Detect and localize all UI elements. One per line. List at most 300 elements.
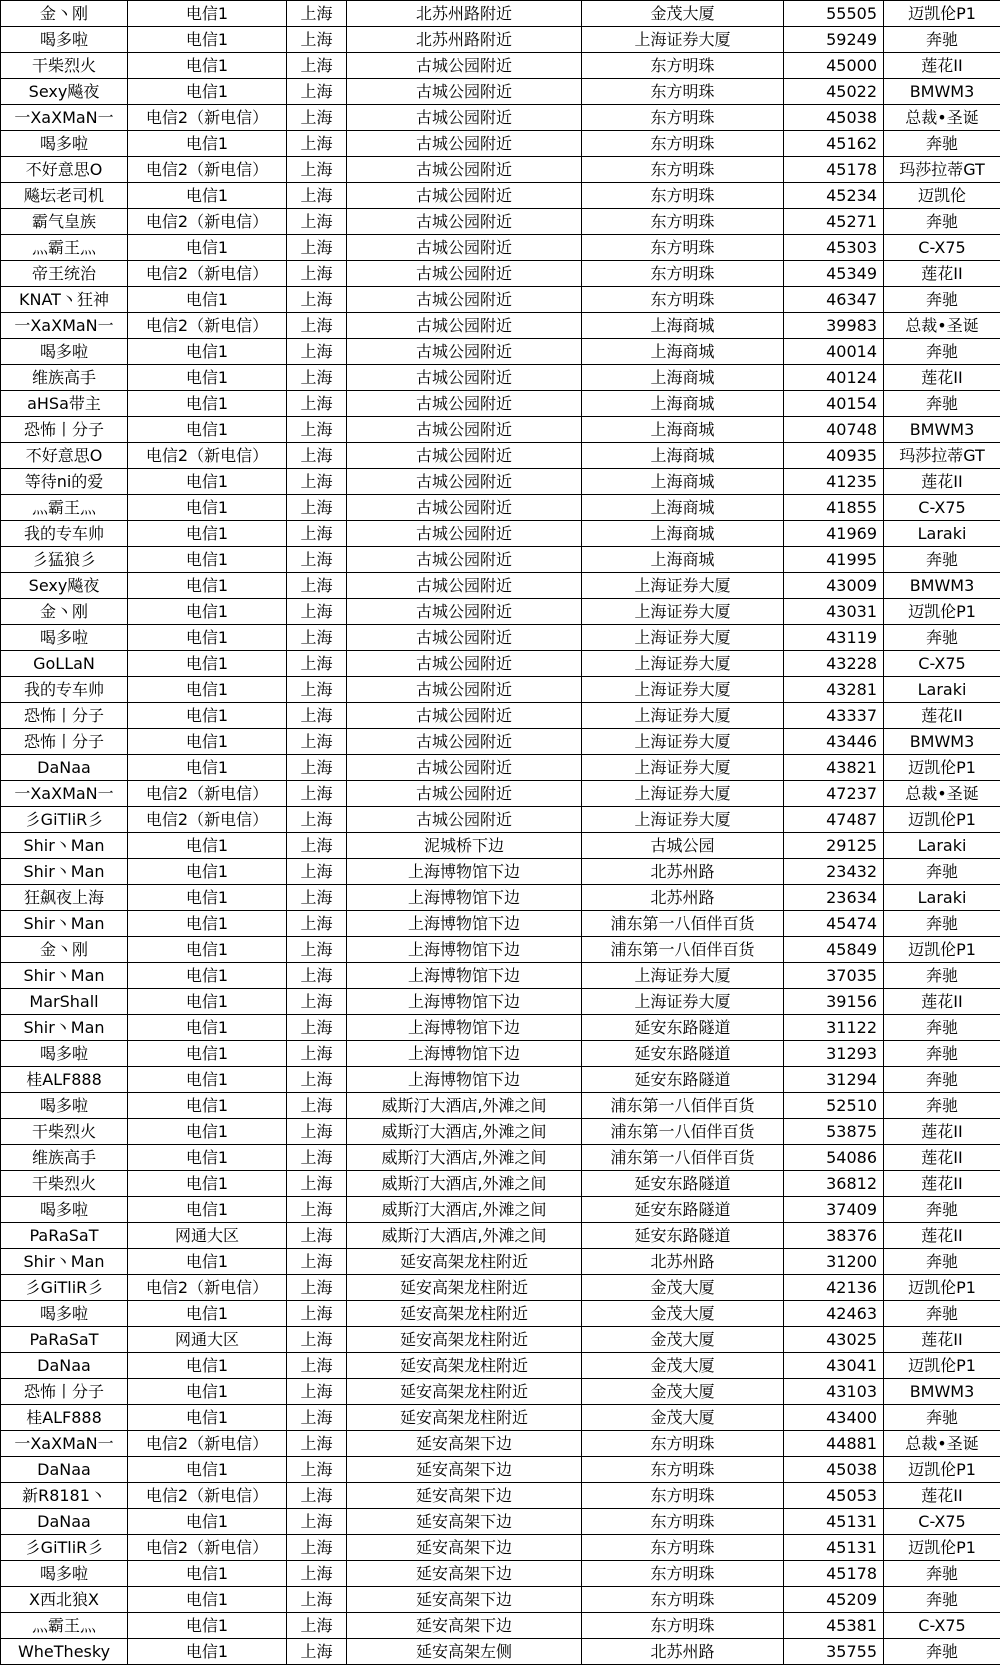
city-cell: 上海	[287, 1379, 347, 1405]
record-value-cell: 31294	[784, 1067, 884, 1093]
record-value-cell: 39983	[784, 313, 884, 339]
start-location-cell: 延安高架下边	[347, 1613, 582, 1639]
server-cell: 电信1	[128, 1353, 287, 1379]
record-value-cell: 45038	[784, 105, 884, 131]
server-cell: 电信1	[128, 573, 287, 599]
city-cell: 上海	[287, 417, 347, 443]
start-location-cell: 延安高架下边	[347, 1483, 582, 1509]
start-location-cell: 上海博物馆下边	[347, 859, 582, 885]
destination-cell: 上海商城	[582, 443, 784, 469]
car-model-cell: 迈凯伦P1	[884, 599, 1000, 625]
city-cell: 上海	[287, 937, 347, 963]
start-location-cell: 古城公园附近	[347, 131, 582, 157]
table-body	[1, 1, 1000, 1665]
city-cell: 上海	[287, 79, 347, 105]
table-row	[1, 1353, 1000, 1379]
server-cell: 电信1	[128, 729, 287, 755]
car-model-cell: 迈凯伦P1	[884, 755, 1000, 781]
server-cell: 电信1	[128, 1639, 287, 1665]
table-row	[1, 391, 1000, 417]
city-cell: 上海	[287, 1171, 347, 1197]
player-name-cell: Shir丶Man	[1, 1015, 128, 1041]
city-cell: 上海	[287, 1405, 347, 1431]
start-location-cell: 威斯汀大酒店,外滩之间	[347, 1093, 582, 1119]
start-location-cell: 古城公园附近	[347, 209, 582, 235]
record-value-cell: 43119	[784, 625, 884, 651]
city-cell: 上海	[287, 313, 347, 339]
destination-cell: 上海证券大厦	[582, 963, 784, 989]
server-cell: 电信1	[128, 1587, 287, 1613]
player-name-cell: 彡GiTliR彡	[1, 1275, 128, 1301]
start-location-cell: 古城公园附近	[347, 443, 582, 469]
record-value-cell: 23432	[784, 859, 884, 885]
start-location-cell: 延安高架左侧	[347, 1639, 582, 1665]
start-location-cell: 延安高架下边	[347, 1561, 582, 1587]
record-value-cell: 45053	[784, 1483, 884, 1509]
start-location-cell: 延安高架龙柱附近	[347, 1327, 582, 1353]
record-value-cell: 45474	[784, 911, 884, 937]
server-cell: 电信1	[128, 989, 287, 1015]
city-cell: 上海	[287, 521, 347, 547]
player-name-cell: 喝多啦	[1, 27, 128, 53]
city-cell: 上海	[287, 859, 347, 885]
server-cell: 电信1	[128, 521, 287, 547]
server-cell: 电信1	[128, 1301, 287, 1327]
server-cell: 电信1	[128, 1197, 287, 1223]
server-cell: 电信2（新电信）	[128, 1431, 287, 1457]
destination-cell: 上海证券大厦	[582, 807, 784, 833]
car-model-cell: 玛莎拉蒂GT	[884, 157, 1000, 183]
table-row	[1, 1041, 1000, 1067]
destination-cell: 上海证券大厦	[582, 599, 784, 625]
player-name-cell: 干柴烈火	[1, 53, 128, 79]
table-row	[1, 183, 1000, 209]
player-name-cell: 一XaXMaN一	[1, 313, 128, 339]
car-model-cell: 奔驰	[884, 963, 1000, 989]
player-name-cell: 喝多啦	[1, 1197, 128, 1223]
server-cell: 电信1	[128, 365, 287, 391]
destination-cell: 上海证券大厦	[582, 781, 784, 807]
player-name-cell: 喝多啦	[1, 1301, 128, 1327]
table-row	[1, 1561, 1000, 1587]
table-row	[1, 53, 1000, 79]
table-row	[1, 235, 1000, 261]
table-row	[1, 261, 1000, 287]
table-row	[1, 1613, 1000, 1639]
server-cell: 电信1	[128, 1405, 287, 1431]
table-row	[1, 1275, 1000, 1301]
start-location-cell: 古城公园附近	[347, 599, 582, 625]
start-location-cell: 上海博物馆下边	[347, 1067, 582, 1093]
table-row	[1, 1379, 1000, 1405]
car-model-cell: 奔驰	[884, 1587, 1000, 1613]
start-location-cell: 上海博物馆下边	[347, 937, 582, 963]
server-cell: 电信1	[128, 53, 287, 79]
car-model-cell: 奔驰	[884, 859, 1000, 885]
city-cell: 上海	[287, 599, 347, 625]
start-location-cell: 古城公园附近	[347, 469, 582, 495]
city-cell: 上海	[287, 1249, 347, 1275]
record-value-cell: 45303	[784, 235, 884, 261]
player-name-cell: Shir丶Man	[1, 911, 128, 937]
start-location-cell: 古城公园附近	[347, 53, 582, 79]
server-cell: 网通大区	[128, 1327, 287, 1353]
destination-cell: 上海证券大厦	[582, 651, 784, 677]
record-value-cell: 45234	[784, 183, 884, 209]
destination-cell: 东方明珠	[582, 79, 784, 105]
player-name-cell: 金丶刚	[1, 1, 128, 27]
player-name-cell: 我的专车帅	[1, 677, 128, 703]
car-model-cell: 奔驰	[884, 1561, 1000, 1587]
record-value-cell: 40154	[784, 391, 884, 417]
destination-cell: 延安东路隧道	[582, 1015, 784, 1041]
start-location-cell: 威斯汀大酒店,外滩之间	[347, 1145, 582, 1171]
record-value-cell: 40935	[784, 443, 884, 469]
destination-cell: 上海商城	[582, 417, 784, 443]
city-cell: 上海	[287, 1223, 347, 1249]
city-cell: 上海	[287, 729, 347, 755]
car-model-cell: 迈凯伦P1	[884, 937, 1000, 963]
player-name-cell: 喝多啦	[1, 131, 128, 157]
destination-cell: 上海商城	[582, 339, 784, 365]
start-location-cell: 上海博物馆下边	[347, 1015, 582, 1041]
start-location-cell: 古城公园附近	[347, 703, 582, 729]
car-model-cell: 奔驰	[884, 209, 1000, 235]
player-name-cell: 一XaXMaN一	[1, 1431, 128, 1457]
city-cell: 上海	[287, 287, 347, 313]
table-row	[1, 1509, 1000, 1535]
table-row	[1, 339, 1000, 365]
car-model-cell: 奔驰	[884, 131, 1000, 157]
car-model-cell: 奔驰	[884, 391, 1000, 417]
player-name-cell: Shir丶Man	[1, 1249, 128, 1275]
record-value-cell: 54086	[784, 1145, 884, 1171]
city-cell: 上海	[287, 547, 347, 573]
record-value-cell: 43228	[784, 651, 884, 677]
table-row	[1, 1405, 1000, 1431]
record-value-cell: 45131	[784, 1509, 884, 1535]
table-row	[1, 1093, 1000, 1119]
table-row	[1, 781, 1000, 807]
start-location-cell: 威斯汀大酒店,外滩之间	[347, 1197, 582, 1223]
car-model-cell: 玛莎拉蒂GT	[884, 443, 1000, 469]
car-model-cell: C-X75	[884, 1613, 1000, 1639]
server-cell: 电信2（新电信）	[128, 261, 287, 287]
destination-cell: 上海证券大厦	[582, 677, 784, 703]
destination-cell: 上海证券大厦	[582, 625, 784, 651]
car-model-cell: Laraki	[884, 885, 1000, 911]
city-cell: 上海	[287, 157, 347, 183]
destination-cell: 金茂大厦	[582, 1353, 784, 1379]
car-model-cell: 莲花II	[884, 469, 1000, 495]
destination-cell: 东方明珠	[582, 183, 784, 209]
start-location-cell: 古城公园附近	[347, 417, 582, 443]
destination-cell: 金茂大厦	[582, 1405, 784, 1431]
city-cell: 上海	[287, 1145, 347, 1171]
server-cell: 电信1	[128, 833, 287, 859]
record-value-cell: 41855	[784, 495, 884, 521]
server-cell: 电信1	[128, 417, 287, 443]
city-cell: 上海	[287, 989, 347, 1015]
record-value-cell: 41995	[784, 547, 884, 573]
player-name-cell: DaNaa	[1, 1457, 128, 1483]
destination-cell: 北苏州路	[582, 885, 784, 911]
table-row	[1, 287, 1000, 313]
player-name-cell: 灬霸王灬	[1, 235, 128, 261]
table-row	[1, 1015, 1000, 1041]
server-cell: 电信1	[128, 703, 287, 729]
car-model-cell: 奔驰	[884, 27, 1000, 53]
table-row	[1, 859, 1000, 885]
record-value-cell: 45178	[784, 157, 884, 183]
car-model-cell: 总裁•圣诞	[884, 1431, 1000, 1457]
player-name-cell: 金丶刚	[1, 937, 128, 963]
destination-cell: 上海商城	[582, 547, 784, 573]
player-name-cell: 灬霸王灬	[1, 495, 128, 521]
player-name-cell: 狂飙夜上海	[1, 885, 128, 911]
start-location-cell: 延安高架龙柱附近	[347, 1275, 582, 1301]
destination-cell: 北苏州路	[582, 1639, 784, 1665]
car-model-cell: 奔驰	[884, 339, 1000, 365]
car-model-cell: Laraki	[884, 833, 1000, 859]
destination-cell: 东方明珠	[582, 209, 784, 235]
record-value-cell: 31200	[784, 1249, 884, 1275]
car-model-cell: 奔驰	[884, 547, 1000, 573]
car-model-cell: BMWM3	[884, 1379, 1000, 1405]
record-value-cell: 43821	[784, 755, 884, 781]
start-location-cell: 古城公园附近	[347, 105, 582, 131]
city-cell: 上海	[287, 469, 347, 495]
record-value-cell: 45038	[784, 1457, 884, 1483]
car-model-cell: BMWM3	[884, 417, 1000, 443]
server-cell: 电信1	[128, 651, 287, 677]
table-row	[1, 1, 1000, 27]
record-value-cell: 43025	[784, 1327, 884, 1353]
car-model-cell: BMWM3	[884, 573, 1000, 599]
player-name-cell: 灬霸王灬	[1, 1613, 128, 1639]
destination-cell: 东方明珠	[582, 1457, 784, 1483]
table-row	[1, 755, 1000, 781]
city-cell: 上海	[287, 703, 347, 729]
table-row	[1, 1067, 1000, 1093]
city-cell: 上海	[287, 911, 347, 937]
server-cell: 电信1	[128, 287, 287, 313]
server-cell: 电信1	[128, 1015, 287, 1041]
server-cell: 电信2（新电信）	[128, 781, 287, 807]
player-name-cell: 干柴烈火	[1, 1171, 128, 1197]
start-location-cell: 古城公园附近	[347, 729, 582, 755]
table-row	[1, 599, 1000, 625]
server-cell: 电信1	[128, 1041, 287, 1067]
record-value-cell: 43281	[784, 677, 884, 703]
city-cell: 上海	[287, 183, 347, 209]
server-cell: 电信2（新电信）	[128, 157, 287, 183]
car-model-cell: 奔驰	[884, 1015, 1000, 1041]
destination-cell: 东方明珠	[582, 131, 784, 157]
player-name-cell: MarShall	[1, 989, 128, 1015]
table-row	[1, 885, 1000, 911]
player-name-cell: 一XaXMaN一	[1, 781, 128, 807]
server-cell: 电信1	[128, 339, 287, 365]
server-cell: 电信1	[128, 1379, 287, 1405]
city-cell: 上海	[287, 651, 347, 677]
destination-cell: 浦东第一八佰伴百货	[582, 937, 784, 963]
start-location-cell: 威斯汀大酒店,外滩之间	[347, 1171, 582, 1197]
city-cell: 上海	[287, 1535, 347, 1561]
table-row	[1, 833, 1000, 859]
player-name-cell: 维族高手	[1, 365, 128, 391]
player-name-cell: Shir丶Man	[1, 963, 128, 989]
player-name-cell: 恐怖丨分子	[1, 1379, 128, 1405]
car-model-cell: 迈凯伦P1	[884, 1275, 1000, 1301]
server-cell: 电信1	[128, 859, 287, 885]
start-location-cell: 上海博物馆下边	[347, 1041, 582, 1067]
start-location-cell: 古城公园附近	[347, 495, 582, 521]
record-value-cell: 44881	[784, 1431, 884, 1457]
start-location-cell: 北苏州路附近	[347, 27, 582, 53]
start-location-cell: 古城公园附近	[347, 651, 582, 677]
table-row	[1, 469, 1000, 495]
city-cell: 上海	[287, 1041, 347, 1067]
start-location-cell: 古城公园附近	[347, 391, 582, 417]
table-row	[1, 365, 1000, 391]
city-cell: 上海	[287, 365, 347, 391]
city-cell: 上海	[287, 495, 347, 521]
city-cell: 上海	[287, 1119, 347, 1145]
player-name-cell: PaRaSaT	[1, 1223, 128, 1249]
destination-cell: 延安东路隧道	[582, 1197, 784, 1223]
server-cell: 电信1	[128, 1093, 287, 1119]
destination-cell: 古城公园	[582, 833, 784, 859]
car-model-cell: 莲花II	[884, 1119, 1000, 1145]
server-cell: 电信1	[128, 677, 287, 703]
player-name-cell: DaNaa	[1, 1509, 128, 1535]
server-cell: 电信1	[128, 755, 287, 781]
table-row	[1, 1483, 1000, 1509]
table-row	[1, 79, 1000, 105]
city-cell: 上海	[287, 1, 347, 27]
start-location-cell: 延安高架龙柱附近	[347, 1301, 582, 1327]
table-row	[1, 1171, 1000, 1197]
server-cell: 电信1	[128, 495, 287, 521]
record-value-cell: 43031	[784, 599, 884, 625]
table-row	[1, 157, 1000, 183]
record-value-cell: 43446	[784, 729, 884, 755]
city-cell: 上海	[287, 1613, 347, 1639]
table-row	[1, 1457, 1000, 1483]
city-cell: 上海	[287, 1093, 347, 1119]
car-model-cell: 莲花II	[884, 1327, 1000, 1353]
city-cell: 上海	[287, 1587, 347, 1613]
server-cell: 电信1	[128, 1067, 287, 1093]
city-cell: 上海	[287, 1457, 347, 1483]
car-model-cell: 迈凯伦	[884, 183, 1000, 209]
destination-cell: 金茂大厦	[582, 1, 784, 27]
record-value-cell: 31293	[784, 1041, 884, 1067]
car-model-cell: 莲花II	[884, 989, 1000, 1015]
table-row	[1, 443, 1000, 469]
car-model-cell: 奔驰	[884, 625, 1000, 651]
player-name-cell: DaNaa	[1, 1353, 128, 1379]
car-model-cell: Laraki	[884, 677, 1000, 703]
server-cell: 电信2（新电信）	[128, 313, 287, 339]
car-model-cell: 奔驰	[884, 1249, 1000, 1275]
table-row	[1, 495, 1000, 521]
table-row	[1, 1639, 1000, 1665]
player-name-cell: aHSa带主	[1, 391, 128, 417]
destination-cell: 东方明珠	[582, 1613, 784, 1639]
record-value-cell: 45178	[784, 1561, 884, 1587]
start-location-cell: 古城公园附近	[347, 79, 582, 105]
car-model-cell: 莲花II	[884, 1223, 1000, 1249]
city-cell: 上海	[287, 53, 347, 79]
server-cell: 电信1	[128, 885, 287, 911]
server-cell: 电信1	[128, 1171, 287, 1197]
table-row	[1, 729, 1000, 755]
player-name-cell: 喝多啦	[1, 625, 128, 651]
player-name-cell: 彡猛狼彡	[1, 547, 128, 573]
table-row	[1, 1249, 1000, 1275]
server-cell: 网通大区	[128, 1223, 287, 1249]
server-cell: 电信1	[128, 235, 287, 261]
table-row	[1, 963, 1000, 989]
server-cell: 电信1	[128, 963, 287, 989]
destination-cell: 东方明珠	[582, 261, 784, 287]
table-row	[1, 547, 1000, 573]
city-cell: 上海	[287, 833, 347, 859]
start-location-cell: 北苏州路附近	[347, 1, 582, 27]
record-value-cell: 42136	[784, 1275, 884, 1301]
record-value-cell: 41969	[784, 521, 884, 547]
player-name-cell: GoLLaN	[1, 651, 128, 677]
start-location-cell: 上海博物馆下边	[347, 885, 582, 911]
destination-cell: 东方明珠	[582, 1535, 784, 1561]
table-row	[1, 417, 1000, 443]
start-location-cell: 上海博物馆下边	[347, 911, 582, 937]
start-location-cell: 古城公园附近	[347, 157, 582, 183]
record-value-cell: 59249	[784, 27, 884, 53]
server-cell: 电信1	[128, 911, 287, 937]
car-model-cell: 总裁•圣诞	[884, 313, 1000, 339]
table-row	[1, 989, 1000, 1015]
player-name-cell: 我的专车帅	[1, 521, 128, 547]
car-model-cell: BMWM3	[884, 729, 1000, 755]
record-value-cell: 52510	[784, 1093, 884, 1119]
table-row	[1, 105, 1000, 131]
car-model-cell: 奔驰	[884, 1067, 1000, 1093]
destination-cell: 上海商城	[582, 313, 784, 339]
car-model-cell: Laraki	[884, 521, 1000, 547]
start-location-cell: 古城公园附近	[347, 625, 582, 651]
table-row	[1, 1431, 1000, 1457]
record-value-cell: 23634	[784, 885, 884, 911]
table-row	[1, 131, 1000, 157]
car-model-cell: C-X75	[884, 1509, 1000, 1535]
player-name-cell: 不好意思O	[1, 443, 128, 469]
destination-cell: 金茂大厦	[582, 1379, 784, 1405]
destination-cell: 上海商城	[582, 469, 784, 495]
record-value-cell: 37035	[784, 963, 884, 989]
destination-cell: 延安东路隧道	[582, 1067, 784, 1093]
table-row	[1, 1587, 1000, 1613]
player-name-cell: 桂ALF888	[1, 1405, 128, 1431]
destination-cell: 北苏州路	[582, 859, 784, 885]
start-location-cell: 延安高架下边	[347, 1587, 582, 1613]
start-location-cell: 延安高架下边	[347, 1431, 582, 1457]
city-cell: 上海	[287, 27, 347, 53]
player-name-cell: 喝多啦	[1, 1041, 128, 1067]
record-value-cell: 43103	[784, 1379, 884, 1405]
